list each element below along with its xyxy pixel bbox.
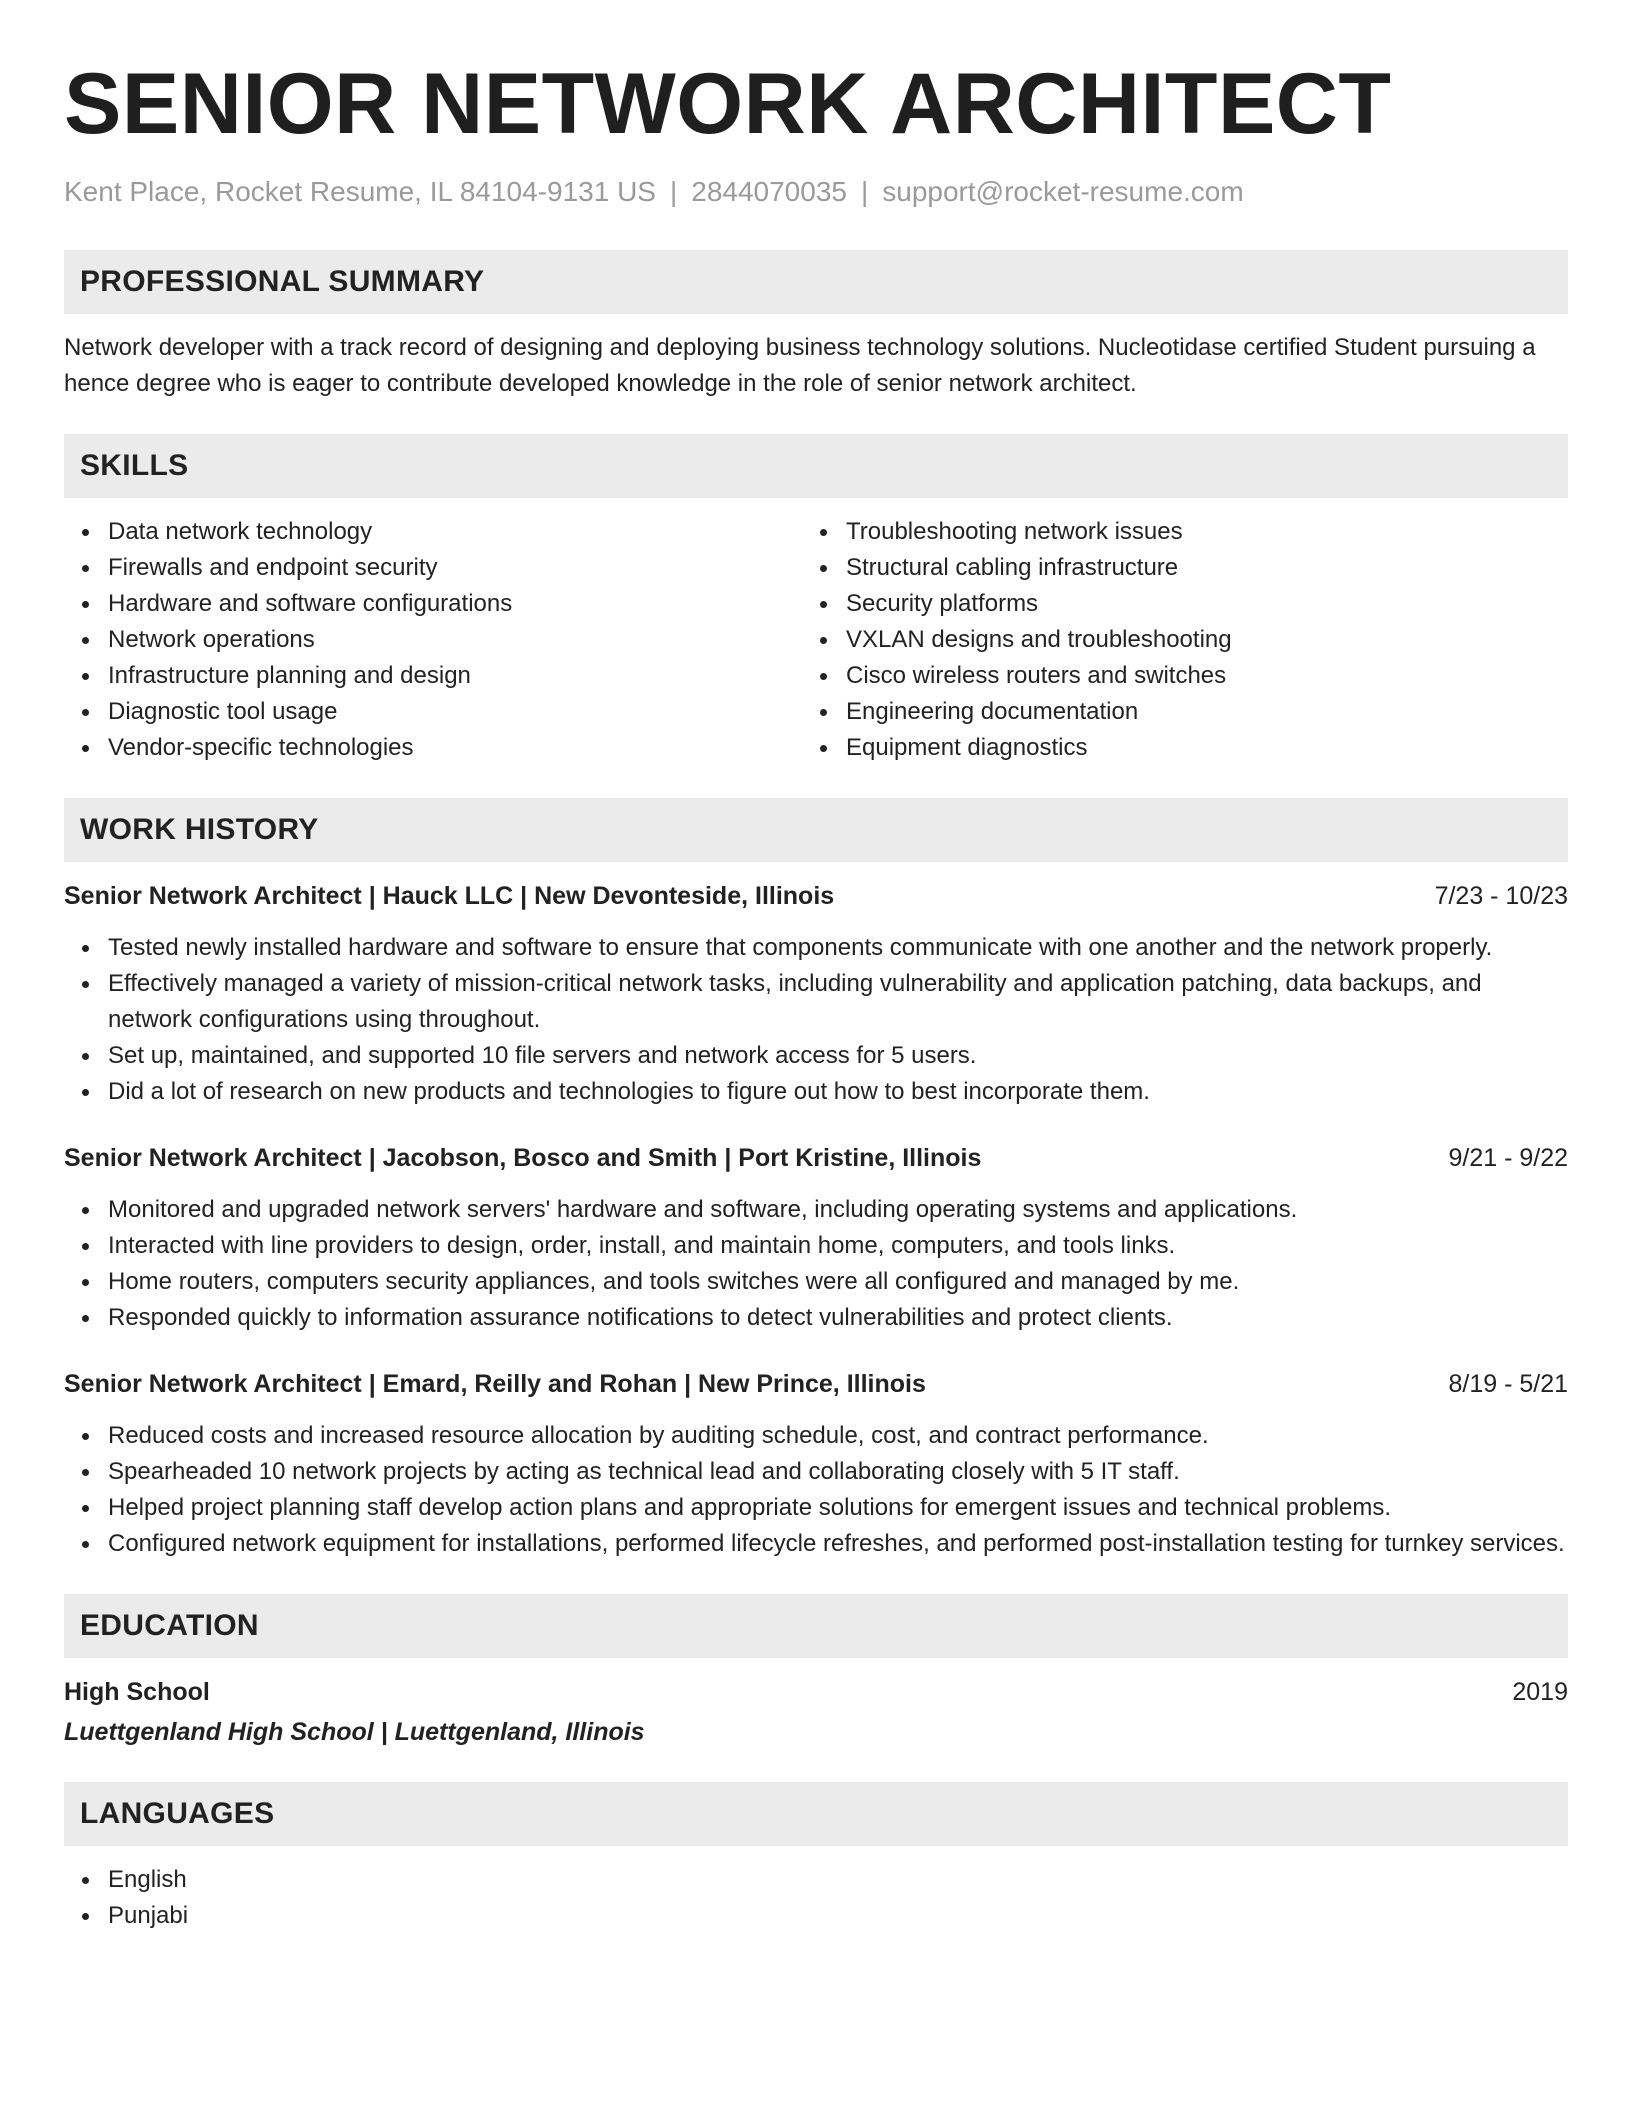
skill-item: Engineering documentation [802,694,1540,730]
job-entry [64,1140,1568,1336]
job-bullet: Helped project planning staff develop action plans and appropriate solutions for emergent issues and technical problems. [64,1490,1568,1526]
job-title: Senior Network Architect | Jacobson, Bosco and Smith | Port Kristine, Illinois [64,1144,982,1172]
skill-item: Network operations [64,622,802,658]
job-bullet: Configured network equipment for installations, performed lifecycle refreshes, and performed post-installation testing for turnkey services. [64,1526,1568,1562]
job-entry [64,1366,1568,1562]
skill-item: Vendor-specific technologies [64,730,802,766]
job-title: Senior Network Architect | Emard, Reilly and Rohan | New Prince, Illinois [64,1370,926,1398]
contact-address: Kent Place, Rocket Resume, IL 84104-9131 US [64,176,656,207]
job-bullet: Interacted with line providers to design, order, install, and maintain home, computers, and tools links. [64,1228,1568,1264]
job-bullet: Spearheaded 10 network projects by acting as technical lead and collaborating closely with 5 IT staff. [64,1454,1568,1490]
job-bullet: Home routers, computers security appliances, and tools switches were all configured and managed by me. [64,1264,1568,1300]
skill-item: Data network technology [64,514,802,550]
job-bullet: Effectively managed a variety of mission-critical network tasks, including vulnerability and application patching, data backups, and network configurations using throughout. [64,966,1568,1038]
skill-item: Cisco wireless routers and switches [802,658,1540,694]
job-bullets [64,1418,1568,1562]
skills-grid [64,514,1568,766]
summary-text: Network developer with a track record of designing and deploying business technology solutions. Nucleotidase certified Student pursuing a hence degree who is eager to contribute developed knowledge in the role of senior network architect. [64,334,1536,397]
skills-column-left [64,514,802,766]
section-header-work-history: WORK HISTORY [64,798,1568,862]
education-entry [64,1674,1568,1750]
section-header-languages: LANGUAGES [64,1782,1568,1846]
language-item: English [64,1862,1568,1898]
education-year: 2019 [1512,1678,1568,1706]
section-header-summary: PROFESSIONAL SUMMARY [64,250,1568,314]
skill-item: Infrastructure planning and design [64,658,802,694]
language-item: Punjabi [64,1898,1568,1934]
skills-column-right [802,514,1540,766]
job-bullet: Reduced costs and increased resource allocation by auditing schedule, cost, and contract performance. [64,1418,1568,1454]
job-bullets [64,1192,1568,1336]
contact-line [64,174,1568,210]
education-school: Luettgenland High School | Luettgenland, Illinois [64,1718,645,1746]
skill-item: Equipment diagnostics [802,730,1540,766]
skill-item: VXLAN designs and troubleshooting [802,622,1540,658]
job-dates: 8/19 - 5/21 [1448,1370,1568,1398]
job-bullet: Tested newly installed hardware and software to ensure that components communicate with one another and the network properly. [64,930,1568,966]
education-degree: High School [64,1678,210,1706]
job-dates: 9/21 - 9/22 [1448,1144,1568,1172]
contact-separator: | [669,176,678,207]
job-dates: 7/23 - 10/23 [1434,882,1568,910]
section-header-skills: SKILLS [64,434,1568,498]
job-header [64,1140,1568,1176]
job-title: Senior Network Architect | Hauck LLC | New Devonteside, Illinois [64,882,835,910]
contact-email: support@rocket-resume.com [882,176,1244,207]
job-bullets [64,930,1568,1110]
job-bullet: Did a lot of research on new products and technologies to figure out how to best incorporate them. [64,1074,1568,1110]
skill-item: Hardware and software configurations [64,586,802,622]
skill-item: Firewalls and endpoint security [64,550,802,586]
contact-phone: 2844070035 [691,176,847,207]
section-header-education: EDUCATION [64,1594,1568,1658]
skill-item: Troubleshooting network issues [802,514,1540,550]
job-entry [64,878,1568,1110]
contact-separator: | [860,176,869,207]
job-bullet: Set up, maintained, and supported 10 file servers and network access for 5 users. [64,1038,1568,1074]
job-bullet: Responded quickly to information assurance notifications to detect vulnerabilities and protect clients. [64,1300,1568,1336]
job-header [64,878,1568,914]
job-header [64,1366,1568,1402]
languages-list [64,1862,1568,1934]
skill-item: Structural cabling infrastructure [802,550,1540,586]
skill-item: Diagnostic tool usage [64,694,802,730]
skill-item: Security platforms [802,586,1540,622]
job-bullet: Monitored and upgraded network servers' hardware and software, including operating systems and applications. [64,1192,1568,1228]
resume-name: SENIOR NETWORK ARCHITECT [64,56,1392,152]
education-header [64,1674,1568,1710]
